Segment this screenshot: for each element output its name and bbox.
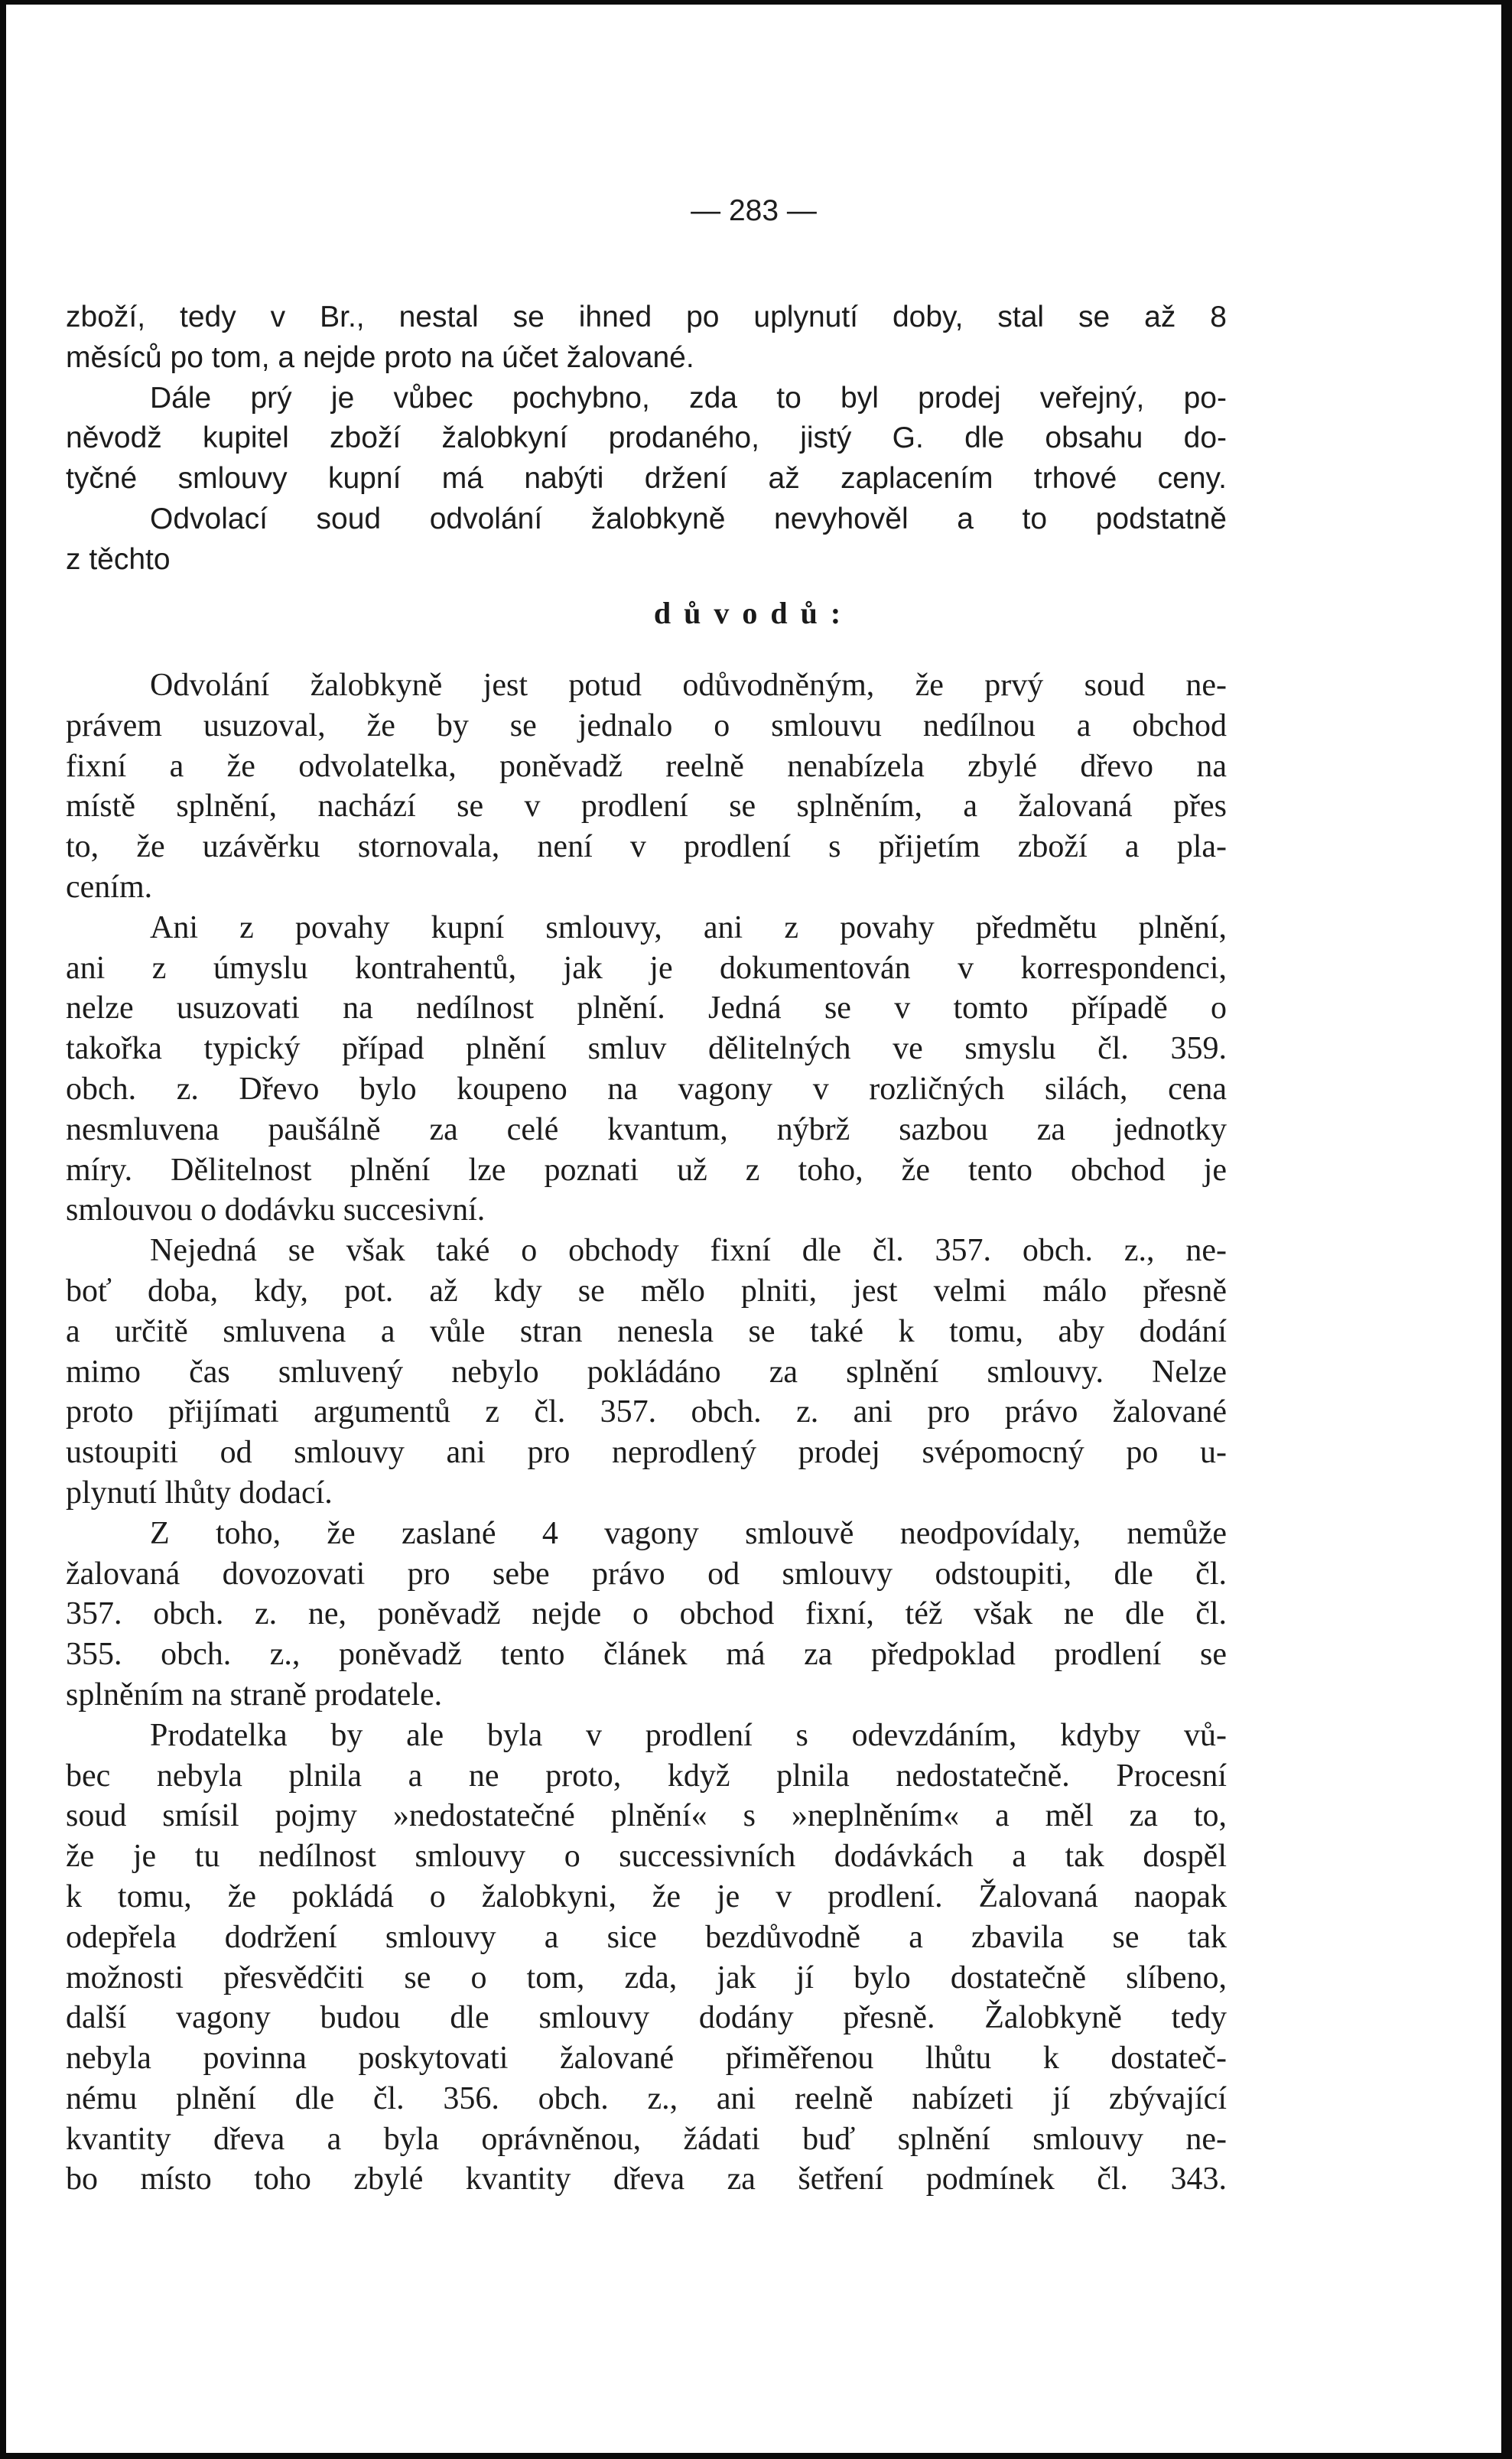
text-line: Dále prý je vůbec pochybno, zda to byl prodej veřejný, po- (150, 381, 1227, 415)
text-line: že je tu nedílnost smlouvy o successivních dodávkách a tak dospěl (66, 1839, 1227, 1875)
text-line: cením. (66, 869, 153, 905)
section-heading: důvodů: (653, 596, 854, 630)
text-line: nelze usuzovati na nedílnost plnění. Jedná se v tomto případě o (66, 990, 1227, 1026)
text-line: bec nebyla plnila a ne proto, když plnila nedostatečně. Procesní (66, 1758, 1227, 1794)
text-line: 355. obch. z., poněvadž tento článek má za předpoklad prodlení se (66, 1637, 1227, 1673)
text-line: možnosti přesvědčiti se o tom, zda, jak jí bylo dostatečně slíbeno, (66, 1960, 1227, 1995)
page-number: — 283 — (691, 194, 817, 227)
text-line: takořka typický případ plnění smluv dělitelných ve smyslu čl. 359. (66, 1031, 1227, 1067)
text-line: obch. z. Dřevo bylo koupeno na vagony v rozličných silách, cena (66, 1071, 1227, 1107)
text-line: z těchto (66, 542, 171, 576)
text-line: soud smísil pojmy »nedostatečné plnění« s »neplněním« a měl za to, (66, 1798, 1227, 1834)
text-line: k tomu, že pokládá o žalobkyni, že je v prodlení. Žalovaná naopak (66, 1878, 1227, 1914)
text-line: plynutí lhůty dodací. (66, 1475, 333, 1511)
text-line: Z toho, že zaslané 4 vagony smlouvě neodpovídaly, nemůže (150, 1515, 1227, 1551)
text-line: odepřela dodržení smlouvy a sice bezdůvodně a zbavila se tak (66, 1919, 1227, 1955)
intro-paragraphs (66, 298, 1227, 581)
text-line: mimo čas smluvený nebylo pokládáno za splnění smlouvy. Nelze (66, 1354, 1227, 1390)
text-line: zboží, tedy v Br., nestal se ihned po uplynutí doby, stal se až 8 (66, 301, 1227, 333)
text-line: další vagony budou dle smlouvy dodány přesně. Žalobkyně tedy (66, 2000, 1227, 2036)
text-line: smlouvou o dodávku succesivní. (66, 1192, 486, 1228)
text-line: místě splnění, nachází se v prodlení se splněním, a žalovaná přes (66, 789, 1227, 825)
text-line: Nejedná se však také o obchody fixní dle čl. 357. obch. z., ne- (150, 1233, 1227, 1269)
text-line: Odvolací soud odvolání žalobkyně nevyhověl a to podstatně (150, 502, 1227, 535)
text-line: bo místo toho zbylé kvantity dřeva za šetření podmínek čl. 343. (66, 2161, 1227, 2197)
text-line: boť doba, kdy, pot. až kdy se mělo plniti, jest velmi málo přesně (66, 1273, 1227, 1309)
text-line: žalovaná dovozovati pro sebe právo od smlouvy odstoupiti, dle čl. (66, 1556, 1227, 1592)
text-line: Odvolání žalobkyně jest potud odůvodněným, že prvý soud ne- (150, 668, 1227, 703)
text-line: nebyla povinna poskytovati žalované přiměřenou lhůtu k dostateč- (66, 2041, 1227, 2077)
text-line: míry. Dělitelnost plnění lze poznati už z toho, že tento obchod je (66, 1152, 1227, 1188)
text-line: proto přijímati argumentů z čl. 357. obch. z. ani pro právo žalované (66, 1394, 1227, 1430)
text-line: ani z úmyslu kontrahentů, jak je dokumentován v korrespondenci, (66, 950, 1227, 986)
text-line: měsíců po tom, a nejde proto na účet žalované. (66, 340, 694, 374)
text-line: splněním na straně prodatele. (66, 1677, 443, 1713)
text-line: fixní a že odvolatelka, poněvadž reelně nenabízela zbylé dřevo na (66, 748, 1227, 784)
text-line: 357. obch. z. ne, poněvadž nejde o obchod fixní, též však ne dle čl. (66, 1596, 1227, 1632)
text-line: kvantity dřeva a byla oprávněnou, žádati buď splnění smlouvy ne- (66, 2121, 1227, 2157)
text-line: právem usuzoval, že by se jednalo o smlouvu nedílnou a obchod (66, 707, 1227, 743)
text-line: to, že uzávěrku stornovala, není v prodlení s přijetím zboží a pla- (66, 829, 1227, 865)
text-line: něvodž kupitel zboží žalobkyní prodaného, jistý G. dle obsahu do- (66, 421, 1227, 455)
text-line: tyčné smlouvy kupní má nabýti držení až zaplacením trhové ceny. (66, 462, 1227, 496)
text-line: nému plnění dle čl. 356. obch. z., ani reelně nabízeti jí zbývající (66, 2080, 1227, 2116)
reasons-paragraphs (66, 665, 1227, 2200)
text-line: nesmluvena paušálně za celé kvantum, nýbrž sazbou za jednotky (66, 1111, 1227, 1147)
text-line: ustoupiti od smlouvy ani pro neprodlený prodej svépomocný po u- (66, 1435, 1227, 1471)
text-line: a určitě smluvena a vůle stran nenesla se také k tomu, aby dodání (66, 1313, 1227, 1349)
text-line: Ani z povahy kupní smlouvy, ani z povahy předmětu plnění, (150, 909, 1227, 945)
document-page (6, 5, 1501, 2453)
text-line: Prodatelka by ale byla v prodlení s odevzdáním, kdyby vů- (150, 1717, 1227, 1753)
